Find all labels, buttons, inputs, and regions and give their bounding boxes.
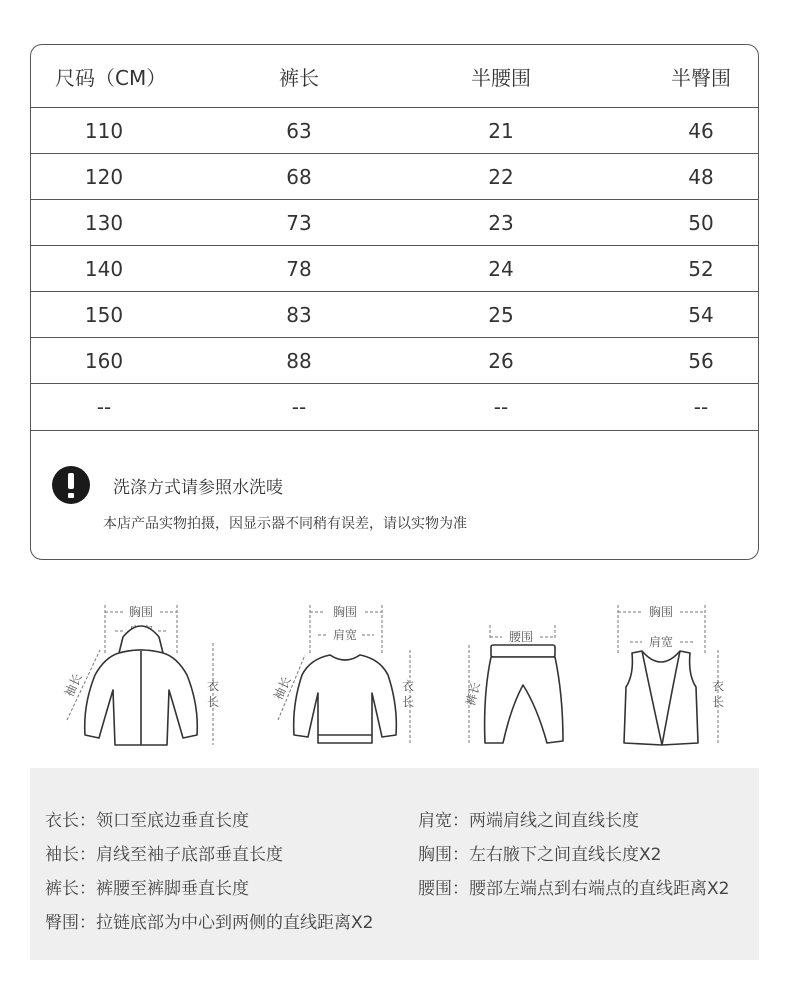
cell-half-hip: -- bbox=[693, 395, 709, 419]
jacket-chest-label: 胸围 bbox=[128, 605, 154, 619]
jacket-length-label-1: 衣 bbox=[206, 679, 220, 693]
table-row bbox=[31, 200, 758, 246]
cell-size: 160 bbox=[84, 348, 124, 373]
pants-waist-label: 腰围 bbox=[508, 630, 534, 644]
sweater-length-label-1: 衣 bbox=[401, 679, 415, 693]
cell-half-waist: 25 bbox=[488, 302, 514, 327]
legend-chest: 胸围：左右腋下之间直线长度X2 bbox=[418, 845, 662, 865]
header-half-hip: 半臀围 bbox=[671, 65, 731, 90]
cell-size: 130 bbox=[84, 210, 124, 235]
cell-size: 120 bbox=[84, 164, 124, 189]
jacket-sleeve-label: 袖长 bbox=[61, 671, 85, 700]
legend-sleeve: 袖长：肩线至袖子底部垂直长度 bbox=[45, 845, 283, 865]
legend-waist: 腰围：腰部左端点到右端点的直线距离X2 bbox=[418, 879, 730, 899]
cell-size: 110 bbox=[84, 118, 124, 143]
cell-half-hip: 54 bbox=[688, 302, 714, 327]
cell-size: -- bbox=[96, 395, 112, 419]
vest-shoulder-label: 肩宽 bbox=[648, 635, 674, 649]
jacket-length-label-2: 长 bbox=[206, 695, 220, 709]
jacket-diagram bbox=[55, 595, 230, 755]
table-row bbox=[31, 108, 758, 154]
table-row bbox=[31, 292, 758, 338]
vest-length-label-1: 衣 bbox=[711, 679, 725, 693]
sweater-sleeve-label: 袖长 bbox=[270, 674, 294, 703]
legend-hip: 臀围：拉链底部为中心到两侧的直线距离X2 bbox=[45, 913, 374, 933]
sweater-chest-label: 胸围 bbox=[332, 605, 358, 619]
pants-length-label: 裤长 bbox=[463, 680, 484, 708]
sweater-shoulder-label: 肩宽 bbox=[332, 628, 358, 642]
cell-half-waist: 22 bbox=[488, 164, 514, 189]
table-row bbox=[31, 154, 758, 200]
pants-diagram bbox=[455, 595, 585, 755]
header-pants-length: 裤长 bbox=[279, 65, 319, 90]
cell-pants-length: 73 bbox=[286, 210, 312, 235]
cell-half-hip: 46 bbox=[688, 118, 714, 143]
legend-pants-length: 裤长：裤腰至裤脚垂直长度 bbox=[45, 879, 249, 899]
cell-pants-length: 78 bbox=[286, 256, 312, 281]
table-row bbox=[31, 338, 758, 384]
size-table bbox=[30, 44, 759, 560]
cell-half-hip: 52 bbox=[688, 256, 714, 281]
cell-half-waist: 23 bbox=[488, 210, 514, 235]
notice-subtitle: 本店产品实物拍摄，因显示器不同稍有误差，请以实物为准 bbox=[103, 516, 467, 532]
table-row bbox=[31, 384, 758, 431]
cell-pants-length: 68 bbox=[286, 164, 312, 189]
cell-pants-length: -- bbox=[291, 395, 307, 419]
measurement-legend bbox=[30, 768, 759, 960]
cell-half-waist: 21 bbox=[488, 118, 514, 143]
cell-half-hip: 56 bbox=[688, 348, 714, 373]
cell-size: 140 bbox=[84, 256, 124, 281]
vest-chest-label: 胸围 bbox=[648, 605, 674, 619]
table-row bbox=[31, 246, 758, 292]
cell-pants-length: 83 bbox=[286, 302, 312, 327]
notice-title: 洗涤方式请参照水洗唛 bbox=[113, 478, 283, 498]
cell-half-waist: 24 bbox=[488, 256, 514, 281]
cell-pants-length: 63 bbox=[286, 118, 312, 143]
sweater-length-label-2: 长 bbox=[401, 695, 415, 709]
cell-half-hip: 50 bbox=[688, 210, 714, 235]
vest-diagram bbox=[610, 595, 735, 755]
cell-half-waist: 26 bbox=[488, 348, 514, 373]
vest-length-label-2: 长 bbox=[711, 695, 725, 709]
cell-half-waist: -- bbox=[493, 395, 509, 419]
legend-length: 衣长：领口至底边垂直长度 bbox=[45, 811, 249, 831]
cell-size: 150 bbox=[84, 302, 124, 327]
header-size: 尺码（CM） bbox=[55, 65, 167, 90]
exclamation-icon bbox=[52, 466, 90, 504]
sweater-diagram bbox=[270, 595, 420, 755]
cell-pants-length: 88 bbox=[286, 348, 312, 373]
legend-shoulder: 肩宽：两端肩线之间直线长度 bbox=[418, 811, 639, 831]
header-half-waist: 半腰围 bbox=[471, 65, 531, 90]
table-header-row bbox=[31, 45, 758, 108]
cell-half-hip: 48 bbox=[688, 164, 714, 189]
